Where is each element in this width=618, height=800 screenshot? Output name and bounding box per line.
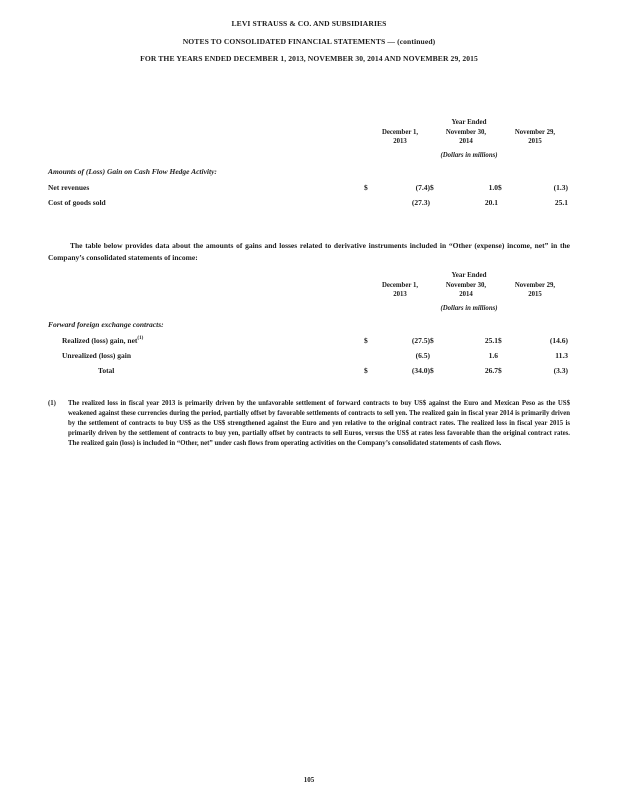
cell-value: (3.3): [553, 366, 568, 375]
currency-symbol: $: [498, 336, 502, 345]
table1-col1-header: December 1, 2013: [381, 129, 419, 145]
currency-symbol: $: [498, 183, 502, 192]
table1-span-header: Year Ended: [451, 118, 487, 126]
currency-symbol: $: [498, 366, 502, 375]
row-label: Total: [98, 366, 115, 375]
table2-units-note: (Dollars in millions): [440, 305, 498, 312]
footnote-text: The realized loss in fiscal year 2013 is primarily driven by the unfavorable settlement of forward contracts to buy US$ against the Euro and Mexican Peso as the US$ weakened against these currencies during the period, partially offset by favorable settlements of contracts to sell yen. The realized gain in fiscal year 2014 is primarily driven by the settlement of contracts to buy US$ as the US$ strengthened against the Euro and yen relative to the original contract rates. The realized loss in fiscal year 2015 is primarily driven by the settlement of contracts to buy yen, partially offset by contracts to sell Euros, versus the US$ at rates less favorable than the original contract rates. The realized gain (loss) is included in “Other, net” under cash flows from operating activities on the Company’s consolidated statements of cash flows.: [68, 400, 570, 447]
table1-units-note: (Dollars in millions): [440, 152, 498, 159]
table1-section-label: Amounts of (Loss) Gain on Cash Flow Hedge Activity:: [48, 167, 217, 176]
cell-value: 20.1: [484, 198, 498, 207]
intro-paragraph-text: The table below provides data about the amounts of gains and losses related to derivative instruments included in “Other (expense) income, net” in the Company’s consolidated statements of income:: [48, 241, 570, 262]
table2-span-header: Year Ended: [451, 271, 487, 279]
cell-value: (27.3): [411, 198, 430, 207]
cash-flow-hedge-table: [48, 118, 570, 207]
notes-title: NOTES TO CONSOLIDATED FINANCIAL STATEMENTS — (continued): [182, 37, 436, 46]
currency-symbol: $: [364, 183, 368, 192]
currency-symbol: $: [364, 366, 368, 375]
cell-value: 11.3: [555, 351, 568, 360]
cell-value: (34.0): [411, 366, 430, 375]
footnote-marker: (1): [48, 400, 56, 407]
cell-value: (6.5): [415, 351, 430, 360]
currency-symbol: $: [430, 183, 434, 192]
cell-value: 25.1: [554, 198, 568, 207]
footnote-reference: (1): [137, 336, 144, 341]
table-row: [48, 351, 570, 360]
currency-symbol: $: [430, 366, 434, 375]
cell-value: (27.5): [411, 336, 430, 345]
table2-col3-header: November 29, 2015: [514, 282, 556, 298]
intro-paragraph: [48, 240, 570, 263]
table-total-row: [48, 366, 570, 375]
table2-section-label: Forward foreign exchange contracts:: [48, 320, 164, 329]
table-row: [48, 183, 570, 192]
currency-symbol: $: [364, 336, 368, 345]
cell-value: (14.6): [549, 336, 568, 345]
table-row: [48, 198, 570, 207]
table2-col1-header: December 1, 2013: [381, 282, 419, 298]
forward-contracts-table: [48, 271, 570, 375]
table-row: [48, 336, 570, 345]
footnote: [48, 399, 570, 449]
row-label: Cost of goods sold: [48, 198, 106, 207]
fiscal-years-line: FOR THE YEARS ENDED DECEMBER 1, 2013, NOVEMBER 30, 2014 AND NOVEMBER 29, 2015: [140, 54, 478, 63]
row-label: Net revenues: [48, 183, 90, 192]
table1-col2-header: November 30, 2014: [445, 129, 487, 145]
table1-col3-header: November 29, 2015: [514, 129, 556, 145]
cell-value: 26.7: [484, 366, 498, 375]
table2-col2-header: November 30, 2014: [445, 282, 487, 298]
cell-value: (1.3): [553, 183, 568, 192]
cell-value: 1.0: [488, 183, 498, 192]
row-label: Unrealized (loss) gain: [62, 351, 132, 360]
cell-value: 1.6: [488, 351, 498, 360]
table1-column-headers: [368, 129, 570, 146]
page-number: 105: [303, 776, 315, 784]
row-label: Realized (loss) gain, net$^{(1)}$: [62, 336, 144, 345]
cell-value: 25.1: [484, 336, 498, 345]
table2-column-headers: [368, 282, 570, 299]
company-name: LEVI STRAUSS & CO. AND SUBSIDIARIES: [231, 19, 387, 28]
cell-value: (7.4): [415, 183, 430, 192]
currency-symbol: $: [430, 336, 434, 345]
